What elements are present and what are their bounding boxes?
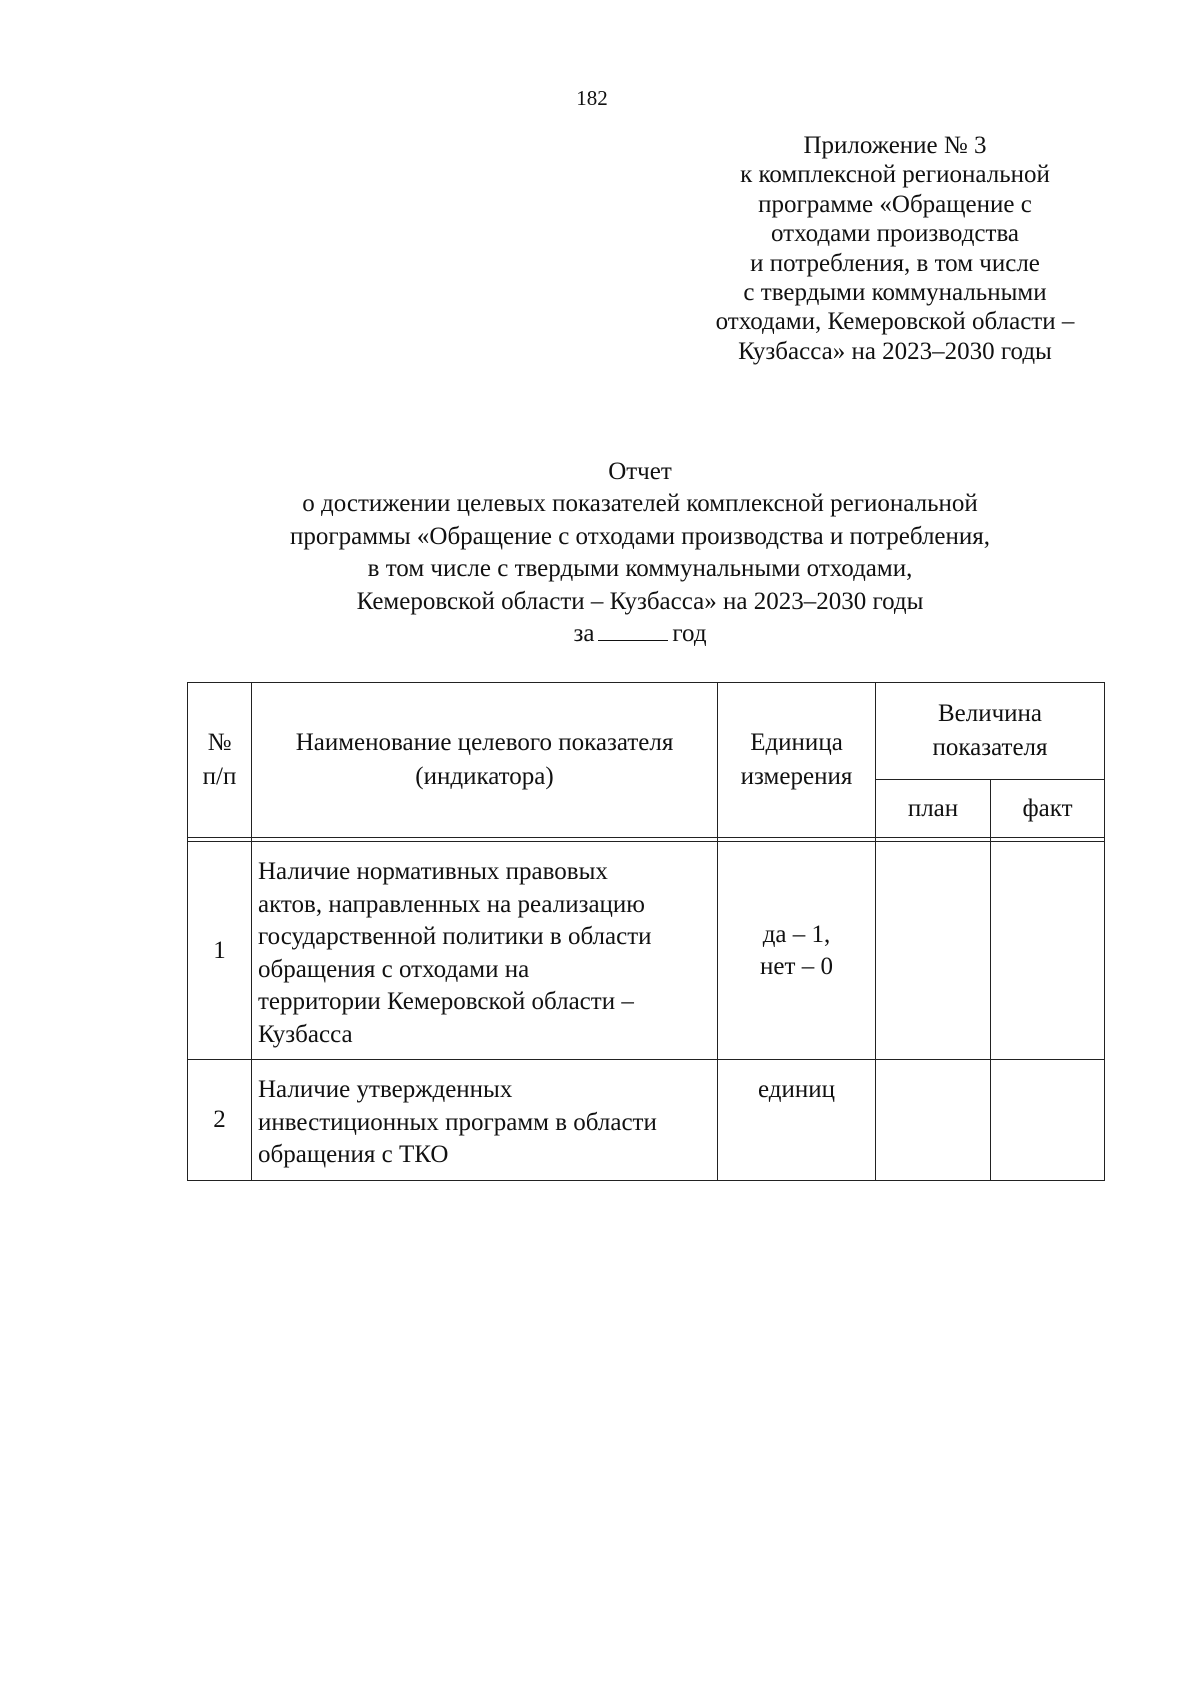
unit-line: нет – 0 bbox=[760, 952, 833, 980]
appendix-line: к комплексной региональной bbox=[740, 161, 1050, 189]
year-blank-field bbox=[598, 618, 668, 641]
row-fact-value bbox=[991, 1060, 1105, 1181]
appendix-line: Приложение № 3 bbox=[803, 132, 987, 159]
table-row bbox=[188, 1060, 1105, 1181]
appendix-line: отходами производства bbox=[770, 220, 1020, 248]
report-title-line: о достижении целевых показателей комплексной региональной bbox=[302, 490, 978, 518]
name-line: территории Кемеровской области – bbox=[258, 988, 634, 1015]
header-plan: план bbox=[876, 780, 991, 838]
name-line: Кузбасса bbox=[258, 1020, 353, 1048]
unit-line: да – 1, bbox=[762, 920, 831, 948]
page-number: 182 bbox=[576, 86, 608, 110]
appendix-line: с твердыми коммунальными bbox=[743, 279, 1047, 307]
row-plan-value bbox=[876, 842, 991, 1060]
name-line: государственной политики в области bbox=[258, 923, 652, 950]
report-title bbox=[100, 456, 1180, 650]
header-unit-line: измерения bbox=[740, 763, 853, 790]
appendix-header bbox=[690, 131, 1100, 366]
appendix-line: отходами, Кемеровской области – bbox=[715, 308, 1075, 336]
unit-line: единиц bbox=[757, 1076, 835, 1103]
table-row bbox=[188, 842, 1105, 1060]
period-prefix: за bbox=[573, 620, 595, 648]
header-value-line: Величина bbox=[937, 700, 1043, 727]
appendix-line: программе «Обращение с bbox=[758, 190, 1032, 218]
header-num-line: п/п bbox=[202, 763, 237, 790]
header-name-line: Наименование целевого показателя bbox=[295, 729, 674, 756]
report-title-line: Кемеровской области – Кузбасса» на 2023–2030 годы bbox=[356, 587, 924, 615]
header-name-line: (индикатора) bbox=[415, 763, 554, 790]
name-line: Наличие утвержденных bbox=[258, 1076, 513, 1103]
indicators-table bbox=[187, 682, 1105, 1181]
header-indicator-name bbox=[252, 683, 718, 838]
row-fact-value bbox=[991, 842, 1105, 1060]
header-unit bbox=[718, 683, 876, 838]
report-title-line: Отчет bbox=[608, 458, 672, 485]
row-plan-value bbox=[876, 1060, 991, 1181]
name-line: Наличие нормативных правовых bbox=[258, 858, 608, 885]
period-suffix: год bbox=[672, 620, 707, 648]
name-line: обращения с ТКО bbox=[258, 1141, 449, 1168]
report-period bbox=[100, 618, 1180, 650]
row-indicator-name bbox=[252, 842, 718, 1060]
row-indicator-name bbox=[252, 1060, 718, 1181]
header-unit-line: Единица bbox=[750, 729, 843, 756]
row-unit bbox=[718, 1060, 876, 1181]
report-title-line: программы «Обращение с отходами производства и потребления, bbox=[289, 522, 991, 550]
header-value-line: показателя bbox=[932, 734, 1048, 761]
row-num: 2 bbox=[188, 1060, 252, 1181]
header-num bbox=[188, 683, 252, 838]
row-num: 1 bbox=[188, 842, 252, 1060]
report-title-line: в том числе с твердыми коммунальными отходами, bbox=[367, 555, 913, 583]
name-line: инвестиционных программ в области bbox=[258, 1108, 657, 1136]
name-line: актов, направленных на реализацию bbox=[258, 890, 645, 918]
row-unit bbox=[718, 842, 876, 1060]
appendix-line: и потребления, в том числе bbox=[750, 249, 1040, 277]
header-value bbox=[876, 683, 1105, 780]
appendix-line: Кузбасса» на 2023–2030 годы bbox=[738, 337, 1052, 365]
table-header-row bbox=[188, 683, 1105, 780]
header-num-line: № bbox=[207, 729, 232, 756]
name-line: обращения с отходами на bbox=[258, 955, 530, 983]
header-fact: факт bbox=[991, 780, 1105, 838]
